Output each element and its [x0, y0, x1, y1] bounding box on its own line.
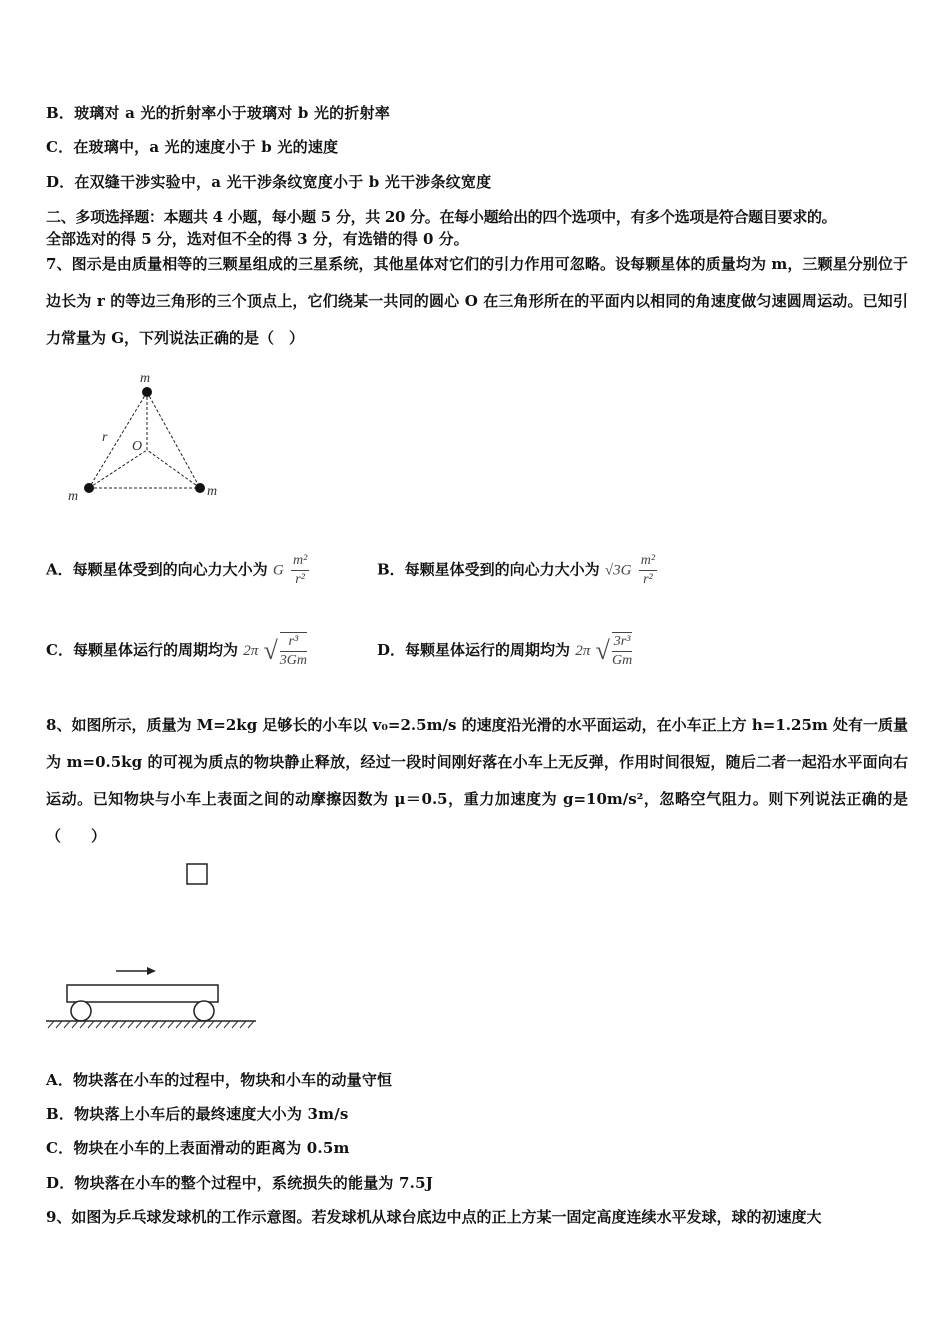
q7-stem: 7、图示是由质量相等的三颗星组成的三星系统，其他星体对它们的引力作用可忽略。设每颗星体的质量均为 m，三颗星分别位于边长为 r 的等边三角形的三个顶点上，它们绕某一共同的圆心 O 在三角形所在的平面内以相同的角速度做匀速圆周运动。已知引力常量为 G，下列说法正确的是（ ） [46, 255, 908, 347]
star-top [142, 387, 152, 397]
star-left [84, 483, 94, 493]
q7-option-d [377, 632, 632, 670]
q8-option-a: A．物块落在小车的过程中，物块和小车的动量守恒 [46, 1071, 393, 1089]
section2-header [46, 206, 916, 250]
q7-option-b-text: B．每颗星体受到的向心力大小为 [377, 560, 600, 579]
star-right [195, 483, 205, 493]
q7-option-c-text: C．每颗星体运行的周期均为 [46, 641, 238, 659]
q7-option-c-fraction [280, 632, 307, 670]
q7-option-b-fraction [639, 552, 657, 589]
q7-option-d-num: 3r³ [612, 633, 633, 652]
q6-option-b: B．玻璃对 a 光的折射率小于玻璃对 b 光的折射率 [46, 104, 390, 122]
q7-option-c [46, 632, 307, 670]
velocity-arrow [116, 967, 156, 975]
q6-option-c: C．在玻璃中，a 光的速度小于 b 光的速度 [46, 138, 339, 156]
q8-cart-figure [44, 860, 264, 1035]
label-side-r: r [102, 430, 108, 445]
ground-hatching [48, 1021, 254, 1028]
cart-wheel-left [71, 1001, 91, 1021]
q7-option-d-den: Gm [611, 653, 633, 668]
label-top-m: m [140, 371, 151, 386]
q9-stem: 9、如图为乒乓球发球机的工作示意图。若发球机从球台底边中点的正上方某一固定高度连续水平发球，球的初速度大 [46, 1208, 822, 1226]
q7-option-a-den: r² [295, 572, 305, 587]
q6-option-d: D．在双缝干涉实验中，a 光干涉条纹宽度小于 b 光干涉条纹宽度 [46, 173, 492, 191]
q7-option-d-sqrt-sign: √ [595, 636, 610, 665]
label-center-o: O [132, 439, 143, 454]
section2-line1: 二、多项选择题：本题共 4 小题，每小题 5 分，共 20 分。在每小题给出的四个选项中，有多个选项是符合题目要求的。 [46, 208, 837, 226]
q7-option-c-coef: 2π [243, 643, 259, 659]
q7-option-d-fraction [612, 632, 633, 670]
q7-option-c-den: 3Gm [279, 653, 307, 668]
q8-option-b: B．物块落上小车后的最终速度大小为 3m/s [46, 1105, 349, 1123]
q7-option-a [46, 552, 309, 589]
cart-body [67, 985, 218, 1002]
q8-option-d: D．物块落在小车的整个过程中，系统损失的能量为 7.5J [46, 1174, 434, 1192]
cart-wheel-right [194, 1001, 214, 1021]
q8-stem: 8、如图所示，质量为 M=2kg 足够长的小车以 v₀=2.5m/s 的速度沿光滑的水平面运动，在小车正上方 h=1.25m 处有一质量为 m=0.5kg 的可视为质点的物块静止释放，经过一段时间刚好落在小车上无反弹，作用时间很短，随后二者一起沿水平面向右运动。已知物块与小车上表面之间的动摩擦因数为 μ＝0.5，重力加速度为 g=10m/s²，忽略空气阻力。则下列说法正确的是（ ） [46, 716, 908, 845]
q7-option-d-coef: 2π [575, 643, 591, 659]
q7-option-c-sqrt-sign: √ [263, 636, 278, 665]
label-left-m: m [68, 489, 79, 504]
q7-option-a-fraction [291, 552, 309, 589]
falling-block [187, 864, 207, 884]
q7-option-a-text: A．每颗星体受到的向心力大小为 [46, 560, 268, 579]
q7-option-d-text: D．每颗星体运行的周期均为 [377, 641, 571, 659]
q7-triangle-figure [60, 368, 230, 508]
q7-option-c-num: r³ [280, 633, 307, 652]
q8-option-c: C．物块在小车的上表面滑动的距离为 0.5m [46, 1139, 350, 1157]
q7-option-a-num: m² [291, 552, 309, 571]
label-right-m: m [207, 484, 218, 499]
q7-option-b-num: m² [639, 552, 657, 571]
section2-line2: 全部选对的得 5 分，选对但不全的得 3 分，有选错的得 0 分。 [46, 230, 469, 248]
q7-option-b-den: r² [643, 572, 653, 587]
q7-option-a-coef: G [272, 562, 284, 579]
q7-option-b-coef: √3G [604, 562, 632, 579]
q7-option-b [377, 552, 657, 589]
